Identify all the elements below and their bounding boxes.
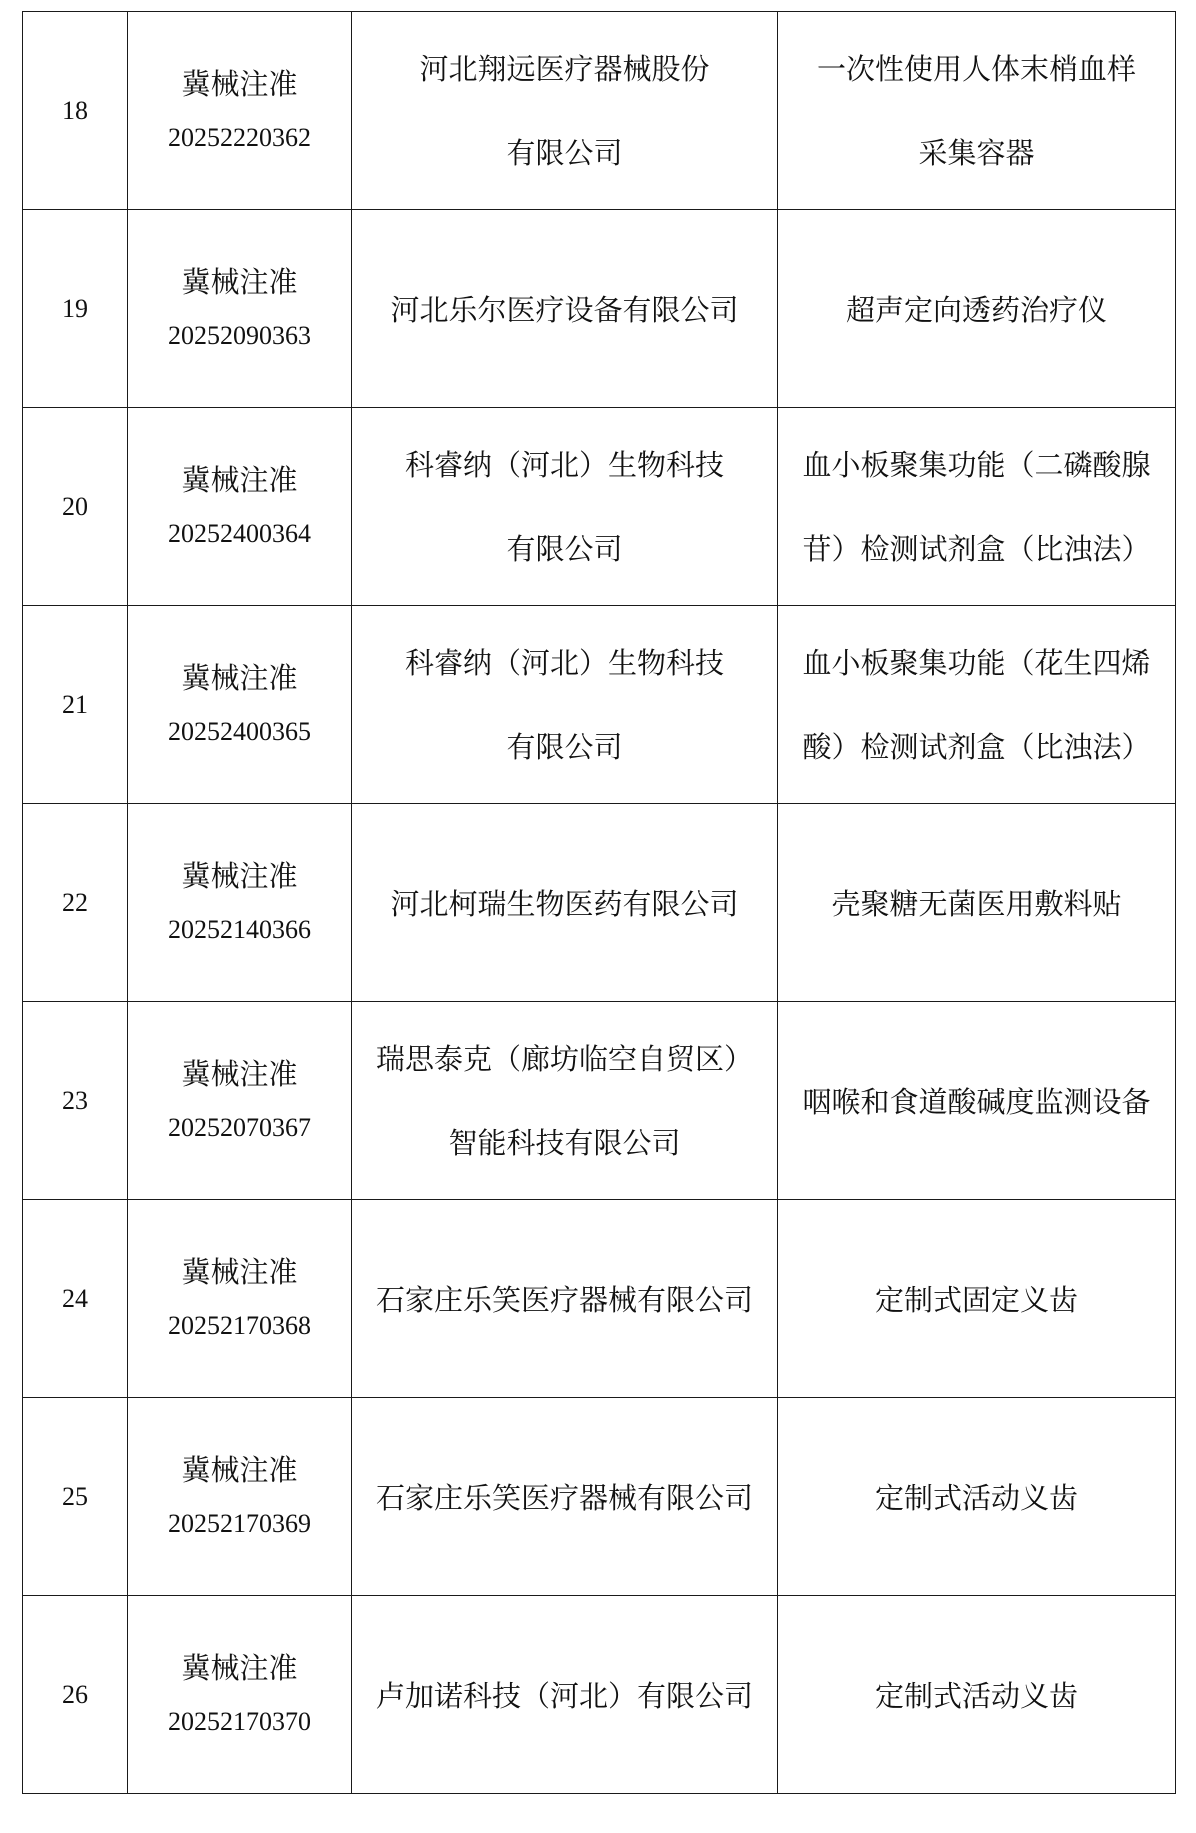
registration-number: 20252170368	[168, 1310, 311, 1340]
registration-label: 冀械注准	[181, 264, 298, 299]
table-row	[23, 804, 1176, 1002]
company-name-line: 石家庄乐笑医疗器械有限公司	[375, 1481, 753, 1515]
registration-number: 20252140366	[168, 914, 311, 944]
company-name-line: 瑞思泰克（廊坊临空自贸区）	[375, 1041, 753, 1076]
company-name-line: 有限公司	[506, 531, 623, 566]
registration-cell	[128, 1398, 352, 1596]
row-index-cell	[23, 606, 128, 804]
product-cell	[778, 1398, 1176, 1596]
product-cell	[778, 408, 1176, 606]
product-cell	[778, 12, 1176, 210]
row-index: 25	[62, 1481, 88, 1511]
company-name-line: 有限公司	[506, 729, 623, 764]
registration-cell	[128, 606, 352, 804]
company-cell	[352, 1002, 778, 1200]
registration-cell	[128, 804, 352, 1002]
registration-label: 冀械注准	[181, 660, 298, 695]
company-name-line: 河北柯瑞生物医药有限公司	[390, 887, 739, 921]
product-cell	[778, 1002, 1176, 1200]
registration-number: 20252070367	[168, 1112, 311, 1142]
product-name-line: 采集容器	[918, 135, 1035, 170]
row-index-cell	[23, 408, 128, 606]
registration-cell	[128, 1596, 352, 1794]
row-index: 24	[62, 1283, 88, 1313]
table-row	[23, 210, 1176, 408]
table-row	[23, 1596, 1176, 1794]
registration-label: 冀械注准	[181, 66, 298, 101]
row-index: 18	[62, 95, 88, 125]
registration-cell	[128, 1002, 352, 1200]
row-index: 19	[62, 293, 88, 323]
company-name-line: 有限公司	[506, 135, 623, 170]
registration-label: 冀械注准	[181, 858, 298, 893]
device-registration-table	[22, 11, 1176, 1794]
table-body	[23, 12, 1176, 1794]
row-index: 20	[62, 491, 88, 521]
product-name-line: 定制式活动义齿	[874, 1679, 1078, 1713]
registration-number: 20252400365	[168, 716, 311, 746]
row-index: 26	[62, 1679, 88, 1709]
table-row	[23, 408, 1176, 606]
registration-cell	[128, 12, 352, 210]
company-name-line: 河北翔远医疗器械股份	[419, 51, 710, 86]
table-row	[23, 1398, 1176, 1596]
row-index-cell	[23, 1200, 128, 1398]
product-name-line: 一次性使用人体末梢血样	[816, 51, 1136, 86]
registration-cell	[128, 210, 352, 408]
registration-number: 20252400364	[168, 518, 311, 548]
row-index: 23	[62, 1085, 88, 1115]
registration-number: 20252170370	[168, 1706, 311, 1736]
product-name-line: 定制式固定义齿	[874, 1283, 1078, 1317]
product-name-line: 超声定向透药治疗仪	[845, 293, 1107, 327]
registration-number: 20252170369	[168, 1508, 311, 1538]
registration-label: 冀械注准	[181, 1254, 298, 1289]
product-cell	[778, 1596, 1176, 1794]
product-name-line: 血小板聚集功能（二磷酸腺	[802, 447, 1151, 482]
company-name-line: 科睿纳（河北）生物科技	[404, 447, 724, 482]
company-name-line: 科睿纳（河北）生物科技	[404, 645, 724, 680]
company-name-line: 河北乐尔医疗设备有限公司	[390, 293, 739, 327]
registration-cell	[128, 408, 352, 606]
row-index-cell	[23, 210, 128, 408]
row-index: 22	[62, 887, 88, 917]
company-name-line: 智能科技有限公司	[448, 1125, 681, 1160]
registration-number: 20252090363	[168, 320, 311, 350]
row-index-cell	[23, 1398, 128, 1596]
company-cell	[352, 804, 778, 1002]
company-cell	[352, 12, 778, 210]
company-cell	[352, 1398, 778, 1596]
company-cell	[352, 1200, 778, 1398]
product-cell	[778, 606, 1176, 804]
product-name-line: 咽喉和食道酸碱度监测设备	[802, 1085, 1151, 1119]
row-index: 21	[62, 689, 88, 719]
table-row	[23, 12, 1176, 210]
registration-cell	[128, 1200, 352, 1398]
row-index-cell	[23, 1596, 128, 1794]
registration-label: 冀械注准	[181, 462, 298, 497]
product-name-line: 酸）检测试剂盒（比浊法）	[802, 729, 1151, 764]
row-index-cell	[23, 12, 128, 210]
product-name-line: 血小板聚集功能（花生四烯	[802, 645, 1151, 680]
table-row	[23, 606, 1176, 804]
registration-label: 冀械注准	[181, 1056, 298, 1091]
product-name-line: 壳聚糖无菌医用敷料贴	[831, 887, 1122, 921]
company-name-line: 卢加诺科技（河北）有限公司	[375, 1679, 753, 1713]
company-cell	[352, 408, 778, 606]
registration-label: 冀械注准	[181, 1650, 298, 1685]
registration-number: 20252220362	[168, 122, 311, 152]
table-row	[23, 1002, 1176, 1200]
product-name-line: 苷）检测试剂盒（比浊法）	[802, 531, 1151, 566]
product-cell	[778, 210, 1176, 408]
product-cell	[778, 1200, 1176, 1398]
company-cell	[352, 1596, 778, 1794]
product-cell	[778, 804, 1176, 1002]
product-name-line: 定制式活动义齿	[874, 1481, 1078, 1515]
company-cell	[352, 210, 778, 408]
row-index-cell	[23, 804, 128, 1002]
registration-label: 冀械注准	[181, 1452, 298, 1487]
table-row	[23, 1200, 1176, 1398]
row-index-cell	[23, 1002, 128, 1200]
registration-table-page	[22, 11, 1175, 1794]
company-cell	[352, 606, 778, 804]
company-name-line: 石家庄乐笑医疗器械有限公司	[375, 1283, 753, 1317]
